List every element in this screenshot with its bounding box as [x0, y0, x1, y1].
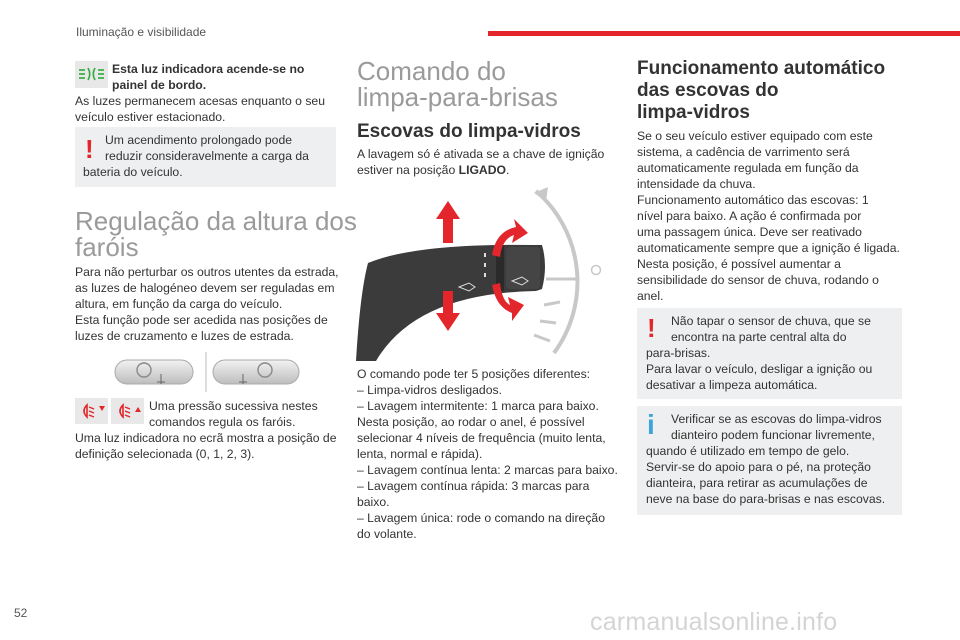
header-accent-bar [488, 31, 960, 36]
watermark-text: carmanualsonline.info [590, 608, 838, 636]
wash-text: A lavagem só é ativada se a chave de ignição estiver na posição LIGADO. [357, 147, 605, 177]
headlamp-up-icon [111, 398, 144, 424]
headlamp-paragraph: Para não perturbar os outros utentes da estrada, as luzes de halogéneo devem ser reguladas em altura, em função da carga do veículo. Esta função pode ser acedida nas posições de luzes de cruzamento e luzes de estrada. [75, 265, 339, 343]
wiper-stalk-illustration [356, 183, 616, 361]
warning-box-battery [75, 127, 336, 187]
auto-wiping-heading: Funcionamento automático das escovas do limpa-vidros [637, 58, 886, 123]
indicator-text: Esta luz indicadora acende-se no painel de bordo. [112, 62, 305, 92]
positions-text: O comando pode ter 5 posições diferentes: – Limpa-vidros desligados. – Lavagem intermitente: 1 marca para baixo. Nesta posição, ao rodar o anel, é possível selecionar 4 níveis de frequência (muito lenta, lenta, normal e rápida). – Lavagem contínua lenta: 2 marcas para baixo. – Lavagem contínua rápida: 3 marcas para baixo. – Lavagem única: rode o comando na direção do volante. [357, 367, 618, 541]
warning-icon: ! [85, 134, 94, 164]
wiper-control-heading: Comando do limpa-para-brisas [357, 56, 558, 112]
lights-indicator-icon [75, 61, 108, 88]
warning-text-a: Um acendimento prolongado pode reduzir consideravelmente a carga da [105, 133, 309, 163]
wiper-blades-subheading: Escovas do limpa-vidros [357, 121, 581, 142]
page-number: 52 [14, 606, 28, 620]
auto-wiping-paragraph: Se o seu veículo estiver equipado com este sistema, a cadência de varrimento será automaticamente regulada em função da intensidade da chuva. Funcionamento automático das escovas: 1 nível para baixo. A ação é confirmada por uma passagem única. Deve ser reativado automaticamente sempre que a ignição é ligada. Nesta posição, é possível aumentar a sensibilidade do sensor de chuva, rodando o anel. [637, 129, 900, 303]
headlamp-adjust-heading: Regulação da altura dos faróis [75, 206, 357, 262]
section-header: Iluminação e visibilidade [76, 25, 207, 39]
press-text-a: Uma pressão sucessiva nestes comandos regula os faróis. [149, 399, 318, 429]
press-text-b: Uma luz indicadora no ecrã mostra a posição de definição selecionada (0, 1, 2, 3). [75, 431, 337, 461]
info-box-frost [637, 406, 902, 515]
rain-warning-text-a: Não tapar o sensor de chuva, que se encontra na parte central alta do [671, 314, 871, 344]
warning-icon: ! [647, 313, 656, 343]
rain-warning-text-b: para-brisas. Para lavar o veículo, desligar a ignição ou desativar a limpeza automática. [646, 346, 873, 392]
info-text-a: Verificar se as escovas do limpa-vidros dianteiro podem funcionar livremente, [671, 412, 882, 442]
info-icon: i [647, 409, 655, 440]
warning-box-rain-sensor [637, 308, 902, 399]
warning-text-b: bateria do veículo. [83, 165, 183, 179]
lights-on-text: As luzes permanecem acesas enquanto o seu veículo estiver estacionado. [75, 94, 325, 124]
headlamp-buttons-illustration [113, 352, 303, 392]
headlamp-down-icon [75, 398, 108, 424]
info-text-b: quando é utilizado em tempo de gelo. Servir-se do apoio para o pé, na proteção dianteira, para retirar as acumulações de neve na base do para-brisas e nas escovas. [646, 444, 886, 506]
